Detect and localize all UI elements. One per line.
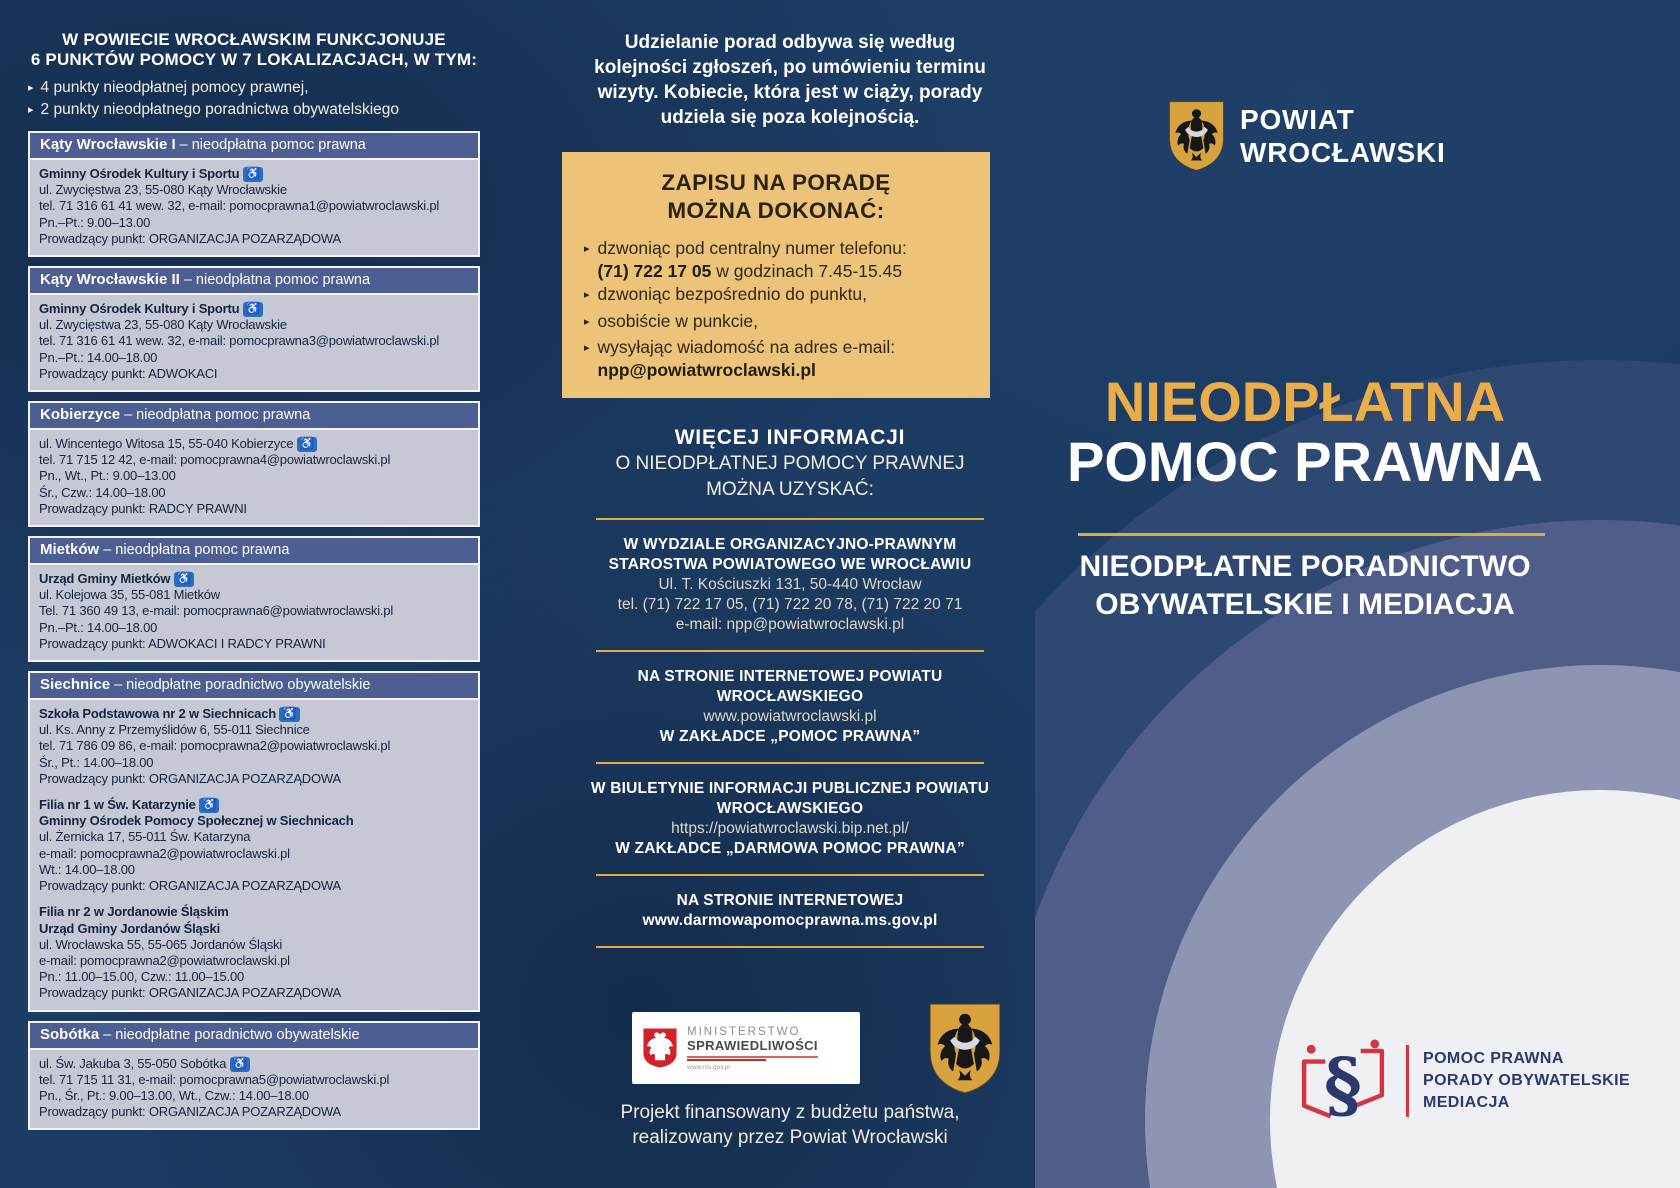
cover-title-line1: NIEODPŁATNA: [1104, 370, 1506, 433]
badge-divider: [1406, 1045, 1409, 1117]
detail-line: Śr., Pt.: 14.00–18.00: [39, 754, 154, 770]
signup-title-line: ZAPISU NA PORADĘ: [661, 170, 891, 195]
gold-separator: [596, 650, 984, 652]
detail-line: e-mail: pomocprawna2@powiatwroclawski.pl: [39, 845, 290, 861]
location-card-title: Sobótka – nieodpłatne poradnictwo obywatelskie: [30, 1023, 478, 1050]
bullet-item: [28, 78, 480, 100]
wheelchair-accessibility-icon: ♿: [230, 1057, 250, 1072]
cover-title: [1060, 372, 1550, 492]
detail-line: Prowadzący punkt: ORGANIZACJA POZARZĄDOWA: [39, 230, 341, 246]
info-line: NA STRONIE INTERNETOWEJ POWIATU: [637, 668, 943, 685]
bullet-text: 4 punkty nieodpłatnej pomocy prawnej,: [40, 79, 309, 96]
detail-line: ul. Wincentego Witosa 15, 55-040 Kobierzyce ♿: [39, 436, 469, 452]
detail-line: ul. Zwycięstwa 23, 55-080 Kąty Wrocławskie: [39, 182, 287, 198]
detail-line: Prowadzący punkt: ADWOKACI I RADCY PRAWNI: [39, 635, 326, 651]
paragraph-books-logo-icon: [1290, 1038, 1396, 1124]
wheelchair-accessibility-icon: ♿: [279, 707, 299, 722]
signup-title-line: MOŻNA DOKONAĆ:: [667, 198, 885, 223]
detail-line: ul. Kolejowa 35, 55-081 Mietków: [39, 587, 220, 603]
detail-line: Filia nr 1 w Św. Katarzynie ♿: [39, 797, 469, 813]
info-line: www.darmowapomocprawna.ms.gov.pl: [642, 912, 938, 929]
detail-line: ul. Wrocławska 55, 55-065 Jordanów Śląski: [39, 936, 283, 952]
ministry-logo-url: www.ms.gov.pl: [687, 1063, 730, 1071]
legal-aid-badge: [1290, 1038, 1630, 1124]
detail-line: Gminny Ośrodek Kultury i Sportu ♿: [39, 166, 469, 182]
info-line: NA STRONIE INTERNETOWEJ: [676, 892, 904, 909]
locations-panel-heading: [28, 30, 480, 70]
detail-line: tel. 71 316 61 41 wew. 32, e-mail: pomocprawna1@powiatwroclawski.pl: [39, 198, 440, 214]
location-card-details: [30, 160, 478, 255]
notice-line: kolejności zgłoszeń, po umówieniu terminu: [594, 57, 986, 78]
cover-subtitle: [1060, 548, 1550, 624]
signup-box: [562, 152, 990, 398]
info-line: e-mail: npp@powiatwroclawski.pl: [675, 616, 905, 633]
detail-line: Wt.: 14.00–18.00: [39, 861, 135, 877]
funding-note-line: Projekt finansowany z budżetu państwa,: [620, 1102, 960, 1123]
detail-line: Prowadzący punkt: ORGANIZACJA POZARZĄDOWA: [39, 1104, 341, 1120]
funding-note: [555, 1100, 1025, 1150]
badge-text-line: PORADY OBYWATELSKIE: [1423, 1072, 1631, 1089]
info-line: Ul. T. Kościuszki 131, 50-440 Wrocław: [658, 576, 922, 593]
detail-line: tel. 71 715 12 42, e-mail: pomocprawna4@powiatwroclawski.pl: [39, 452, 391, 468]
signup-bullet-text: dzwoniąc bezpośrednio do punktu,: [597, 284, 868, 304]
signup-box-title: [584, 169, 968, 225]
detail-line: tel. 71 715 11 31, e-mail: pomocprawna5@powiatwroclawski.pl: [39, 1071, 390, 1087]
detail-line: Prowadzący punkt: ADWOKACI: [39, 365, 218, 381]
detail-line: Pn.–Pt.: 14.00–18.00: [39, 619, 158, 635]
county-name-line1: POWIAT: [1240, 104, 1355, 135]
county-logo-name: [1240, 103, 1446, 169]
signup-bullet: [584, 310, 968, 336]
signup-bullet: [584, 283, 968, 309]
badge-text-line: POMOC PRAWNA: [1423, 1050, 1564, 1067]
detail-line: Prowadzący punkt: ORGANIZACJA POZARZĄDOWA: [39, 985, 341, 1001]
info-line: W ZAKŁADCE „POMOC PRAWNA”: [659, 728, 921, 745]
signup-methods-list: [584, 237, 968, 381]
location-card-details: [30, 700, 478, 1009]
triangle-bullet-icon: ▸: [584, 342, 590, 354]
more-info-heading: [555, 425, 1025, 503]
county-name-line2: WROCŁAWSKI: [1240, 137, 1446, 168]
location-card-details: [30, 565, 478, 660]
signup-bullet-text: wysyłając wiadomość na adres e-mail: npp@powiatwroclawski.pl: [597, 337, 896, 380]
signup-bullet-text: dzwoniąc pod centralny numer telefonu: (71) 722 17 05 w godzinach 7.45-15.45: [597, 238, 907, 281]
badge-text-line: MEDIACJA: [1423, 1094, 1510, 1111]
ministry-logo-rules: [687, 1056, 818, 1061]
heading-line: 6 PUNKTÓW POMOCY W 7 LOKALIZACJACH, W TYM:: [30, 50, 478, 69]
gold-separator: [596, 518, 984, 520]
detail-line: tel. 71 316 61 41 wew. 32, e-mail: pomocprawna3@powiatwroclawski.pl: [39, 333, 440, 349]
cover-title-line2: POMOC PRAWNA: [1067, 430, 1543, 493]
wheelchair-accessibility-icon: ♿: [297, 437, 317, 452]
location-card-title: Kąty Wrocławskie II – nieodpłatna pomoc prawna: [30, 268, 478, 295]
detail-line: Pn.: 11.00–15.00, Czw.: 11.00–15.00: [39, 969, 245, 985]
info-line: tel. (71) 722 17 05, (71) 722 20 78, (71) 722 20 71: [617, 596, 963, 613]
ministry-logo-line1: MINISTERSTWO: [687, 1025, 801, 1038]
detail-line: Pn., Śr., Pt.: 9.00–13.00, Wt., Czw.: 14.00–18.00: [39, 1087, 309, 1103]
location-card-details: [30, 1050, 478, 1129]
advice-order-notice: [555, 30, 1025, 130]
info-line: W WYDZIALE ORGANIZACYJNO-PRAWNYM: [623, 536, 957, 553]
detail-line: Gminny Ośrodek Kultury i Sportu ♿: [39, 301, 469, 317]
triangle-bullet-icon: ▸: [28, 82, 34, 94]
detail-line: Filia nr 2 w Jordanowie Śląskim: [39, 904, 229, 920]
location-card-3: [28, 401, 480, 527]
detail-line: Tel. 71 360 49 13, e-mail: pomocprawna6@powiatwroclawski.pl: [39, 603, 394, 619]
notice-line: wizyty. Kobiecie, która jest w ciąży, porady: [597, 82, 983, 103]
location-card-title: Siechnice – nieodpłatne poradnictwo obywatelskie: [30, 673, 478, 700]
detail-line: Pn.–Pt.: 14.00–18.00: [39, 349, 158, 365]
heading-line: W POWIECIE WROCŁAWSKIM FUNKCJONUJE: [62, 30, 446, 49]
detail-line: ul. Ks. Anny z Przemyślidów 6, 55-011 Siechnice: [39, 722, 310, 738]
wheelchair-accessibility-icon: ♿: [199, 798, 219, 813]
detail-line: ul. Św. Jakuba 3, 55-050 Sobótka ♿: [39, 1056, 469, 1072]
detail-line: ul. Zwycięstwa 23, 55-080 Kąty Wrocławskie: [39, 317, 287, 333]
ministry-logo-text: [687, 1026, 818, 1071]
detail-line: Pn., Wt., Pt.: 9.00–13.00: [39, 468, 176, 484]
location-card-title: Kąty Wrocławskie I – nieodpłatna pomoc prawna: [30, 133, 478, 160]
info-line: STAROSTWA POWIATOWEGO WE WROCŁAWIU: [608, 556, 972, 573]
notice-line: udziela się poza kolejnością.: [660, 107, 920, 128]
location-card-5: [28, 671, 480, 1011]
bullet-text: 2 punkty nieodpłatnego poradnictwa obywatelskiego: [40, 100, 399, 118]
notice-line: Udzielanie porad odbywa się według: [624, 32, 956, 53]
badge-text: [1423, 1048, 1630, 1114]
more-info-heading-line: MOŻNA UZYSKAĆ:: [706, 479, 874, 500]
detail-line: Szkoła Podstawowa nr 2 w Siechnicach ♿: [39, 706, 469, 722]
detail-line: Śr., Czw.: 14.00–18.00: [39, 484, 166, 500]
gold-separator: [596, 874, 984, 876]
detail-line: Prowadzący punkt: ORGANIZACJA POZARZĄDOWA: [39, 878, 341, 894]
triangle-bullet-icon: ▸: [28, 103, 34, 116]
triangle-bullet-icon: ▸: [584, 289, 590, 301]
detail-line: e-mail: pomocprawna2@powiatwroclawski.pl: [39, 952, 290, 968]
more-info-sections: [555, 518, 1025, 948]
wheelchair-accessibility-icon: ♿: [243, 167, 263, 182]
location-card-title: Kobierzyce – nieodpłatna pomoc prawna: [30, 403, 478, 430]
detail-line: Urząd Gminy Mietków ♿: [39, 571, 469, 587]
location-card-2: [28, 266, 480, 392]
more-info-panel: [555, 425, 1025, 963]
more-info-heading-line: WIĘCEJ INFORMACJI: [674, 426, 906, 449]
info-line: www.powiatwroclawski.pl: [703, 708, 877, 725]
county-logo: [1168, 100, 1446, 172]
info-line: WROCŁAWSKIEGO: [716, 800, 864, 817]
location-card-details: [30, 430, 478, 525]
location-card-title: Mietków – nieodpłatna pomoc prawna: [30, 538, 478, 565]
more-info-heading-line: O NIEODPŁATNEJ POMOCY PRAWNEJ: [615, 453, 965, 474]
triangle-bullet-icon: ▸: [584, 315, 590, 328]
cover-subtitle-line2: OBYWATELSKIE I MEDIACJA: [1095, 588, 1515, 621]
poland-eagle-shield-icon: [642, 1027, 678, 1069]
wheelchair-accessibility-icon: ♿: [174, 572, 194, 587]
locations-summary-bullets: [28, 78, 480, 121]
detail-line: ul. Żernicka 17, 55-011 Św. Katarzyna: [39, 829, 251, 845]
info-line: W ZAKŁADCE „DARMOWA POMOC PRAWNA”: [615, 840, 965, 857]
location-card-1: [28, 131, 480, 257]
info-line: https://powiatwroclawski.bip.net.pl/: [671, 820, 909, 837]
ministry-logo-line2: SPRAWIEDLIWOŚCI: [687, 1037, 818, 1053]
info-line: WROCŁAWSKIEGO: [716, 688, 864, 705]
gold-separator: [596, 762, 984, 764]
detail-line: Pn.–Pt.: 9.00–13.00: [39, 214, 151, 230]
svg-text:§: §: [1324, 1042, 1362, 1124]
gold-underline: [1078, 533, 1545, 536]
cover-subtitle-line1: NIEODPŁATNE PORADNICTWO: [1079, 550, 1531, 583]
powiat-wroclawski-crest-icon: [928, 1002, 1002, 1095]
location-cards-list: [28, 131, 480, 1130]
powiat-wroclawski-crest-icon: [1168, 100, 1225, 172]
detail-line: Urząd Gminy Jordanów Śląski: [39, 920, 220, 936]
signup-bullet: [584, 237, 968, 282]
location-card-details: [30, 295, 478, 390]
wheelchair-accessibility-icon: ♿: [243, 302, 263, 317]
locations-panel: [28, 30, 480, 1139]
detail-line: tel. 71 786 09 86, e-mail: pomocprawna2@powiatwroclawski.pl: [39, 738, 391, 754]
bullet-item: [28, 100, 480, 122]
funding-note-line: realizowany przez Powiat Wrocławski: [632, 1127, 948, 1148]
gold-separator: [596, 946, 984, 948]
signup-bullet: [584, 336, 968, 381]
location-card-6: [28, 1021, 480, 1131]
detail-line: Prowadzący punkt: ORGANIZACJA POZARZĄDOWA: [39, 770, 341, 786]
detail-line: Prowadzący punkt: RADCY PRAWNI: [39, 500, 247, 516]
triangle-bullet-icon: ▸: [584, 243, 590, 255]
detail-line: Gminny Ośrodek Pomocy Społecznej w Siechnicach: [39, 813, 354, 829]
info-line: W BIULETYNIE INFORMACJI PUBLICZNEJ POWIATU: [590, 780, 990, 797]
ministry-of-justice-logo: [632, 1012, 860, 1084]
signup-bullet-text: osobiście w punkcie,: [597, 310, 759, 331]
location-card-4: [28, 536, 480, 662]
